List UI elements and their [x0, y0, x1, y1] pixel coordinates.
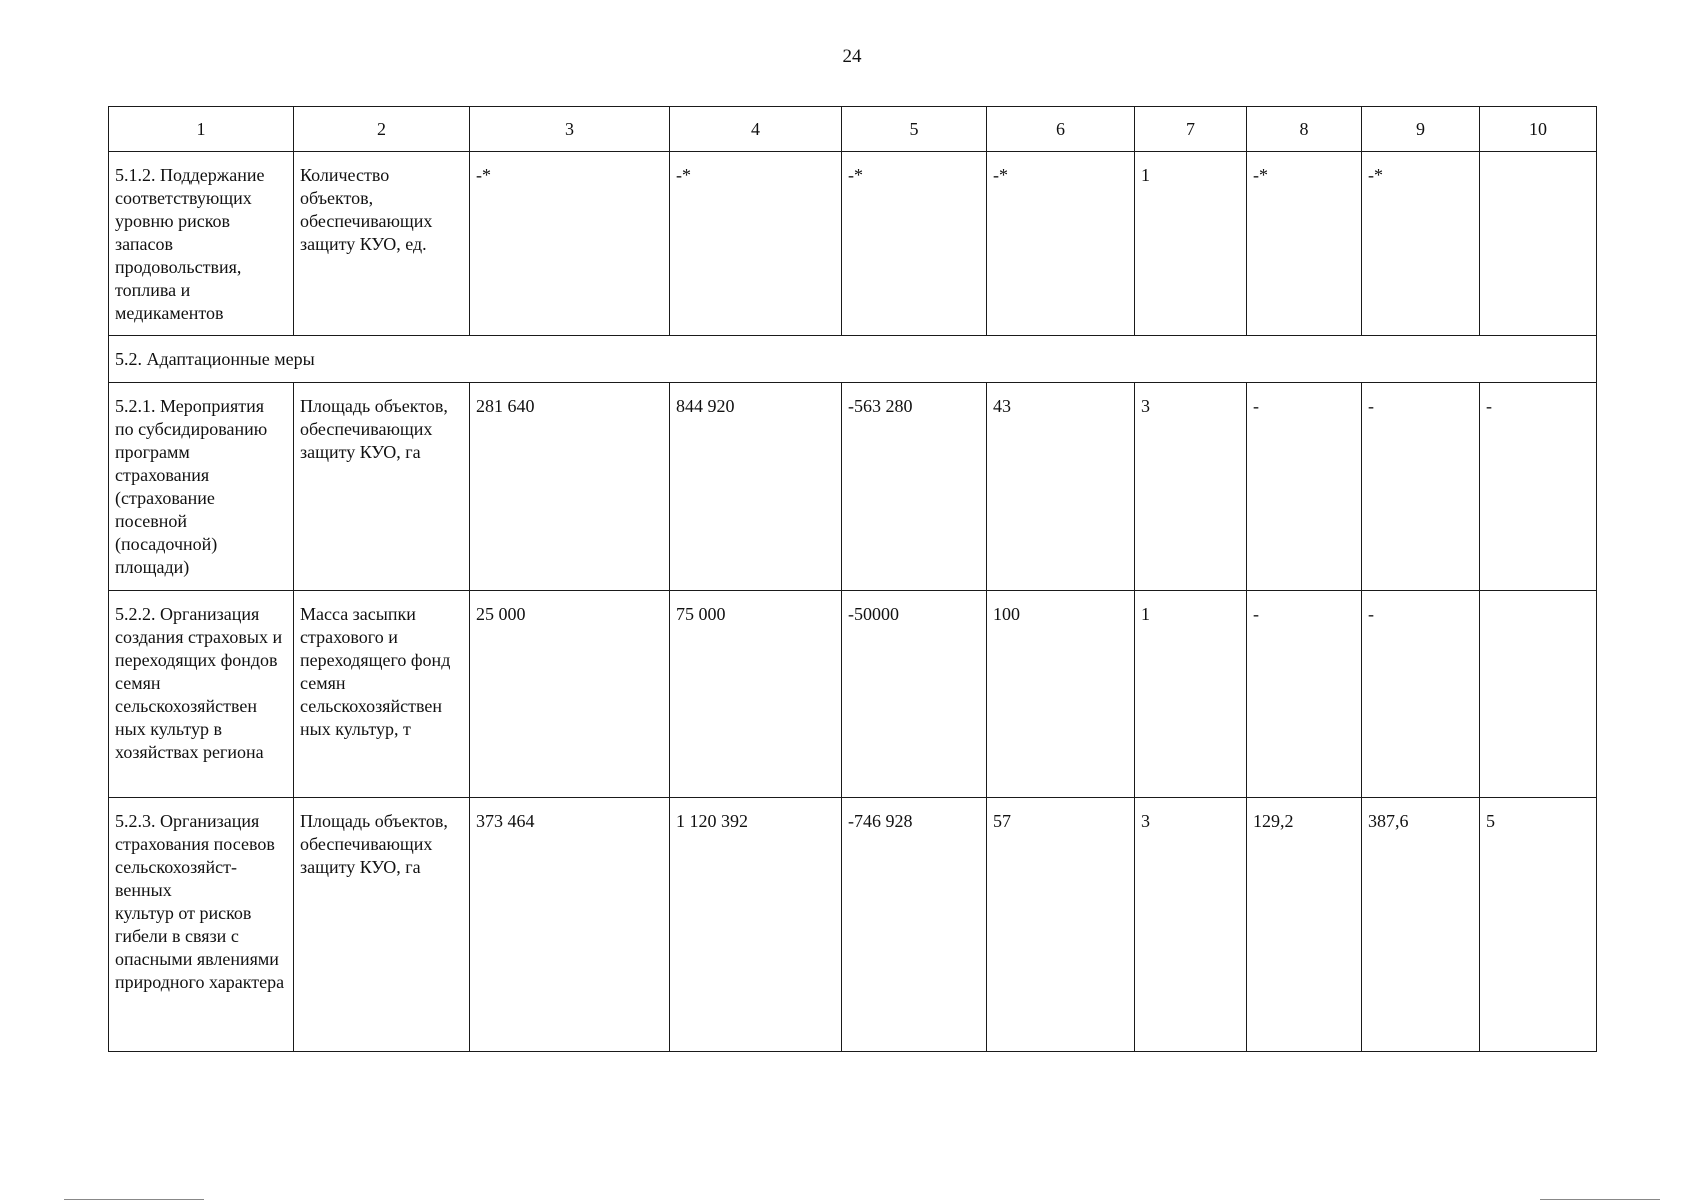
- value-cell: -563 280: [842, 383, 987, 591]
- value-cell: 5: [1480, 798, 1597, 1052]
- page-number: 24: [842, 46, 862, 67]
- value-cell: -: [1247, 383, 1362, 591]
- value-cell: 1: [1135, 591, 1247, 798]
- table-row: [109, 152, 1597, 336]
- column-header: 9: [1362, 107, 1480, 152]
- indicator-cell: Количество объектов, обеспечивающих защиту КУО, ед.: [294, 152, 470, 336]
- table-row: [109, 798, 1597, 1052]
- value-cell: 3: [1135, 798, 1247, 1052]
- section-row: [109, 336, 1597, 383]
- measure-cell: 5.2.2. Организация создания страховых и переходящих фондов семян сельскохозяйствен ных культур в хозяйствах региона: [109, 591, 294, 798]
- indicators-table: [108, 106, 1597, 1052]
- value-cell: -*: [1362, 152, 1480, 336]
- column-header: 2: [294, 107, 470, 152]
- table-row: [109, 591, 1597, 798]
- value-cell: -: [1247, 591, 1362, 798]
- value-cell: 844 920: [670, 383, 842, 591]
- column-header: 7: [1135, 107, 1247, 152]
- value-cell: 281 640: [470, 383, 670, 591]
- value-cell: 1 120 392: [670, 798, 842, 1052]
- value-cell: -*: [470, 152, 670, 336]
- table-header-row: [109, 107, 1597, 152]
- value-cell: 57: [987, 798, 1135, 1052]
- value-cell: [1480, 591, 1597, 798]
- value-cell: 129,2: [1247, 798, 1362, 1052]
- column-header: 3: [470, 107, 670, 152]
- indicator-cell: Площадь объектов, обеспечивающих защиту КУО, га: [294, 383, 470, 591]
- measure-cell: 5.2.1. Мероприятия по субсидированию программ страхования (страхование посевной (посадочной) площади): [109, 383, 294, 591]
- column-header: 6: [987, 107, 1135, 152]
- value-cell: -50000: [842, 591, 987, 798]
- column-header: 10: [1480, 107, 1597, 152]
- value-cell: [1480, 152, 1597, 336]
- value-cell: 25 000: [470, 591, 670, 798]
- table-row: [109, 383, 1597, 591]
- value-cell: -*: [670, 152, 842, 336]
- column-header: 1: [109, 107, 294, 152]
- section-title: 5.2. Адаптационные меры: [109, 336, 1597, 383]
- indicator-cell: Масса засыпки страхового и переходящего фонд семян сельскохозяйствен ных культур, т: [294, 591, 470, 798]
- indicator-cell: Площадь объектов, обеспечивающих защиту КУО, га: [294, 798, 470, 1052]
- measure-cell: 5.2.3. Организация страхования посевов сельскохозяйст- венных культур от рисков гибели в связи с опасными явлениями природного характера: [109, 798, 294, 1052]
- value-cell: 373 464: [470, 798, 670, 1052]
- value-cell: 3: [1135, 383, 1247, 591]
- column-header: 5: [842, 107, 987, 152]
- value-cell: -*: [1247, 152, 1362, 336]
- value-cell: -746 928: [842, 798, 987, 1052]
- measure-cell: 5.1.2. Поддержание соответствующих уровню рисков запасов продовольствия, топлива и медикаментов: [109, 152, 294, 336]
- value-cell: -: [1480, 383, 1597, 591]
- value-cell: 387,6: [1362, 798, 1480, 1052]
- value-cell: -*: [842, 152, 987, 336]
- value-cell: 75 000: [670, 591, 842, 798]
- column-header: 8: [1247, 107, 1362, 152]
- column-header: 4: [670, 107, 842, 152]
- value-cell: -*: [987, 152, 1135, 336]
- value-cell: 1: [1135, 152, 1247, 336]
- value-cell: 100: [987, 591, 1135, 798]
- value-cell: -: [1362, 383, 1480, 591]
- value-cell: 43: [987, 383, 1135, 591]
- value-cell: -: [1362, 591, 1480, 798]
